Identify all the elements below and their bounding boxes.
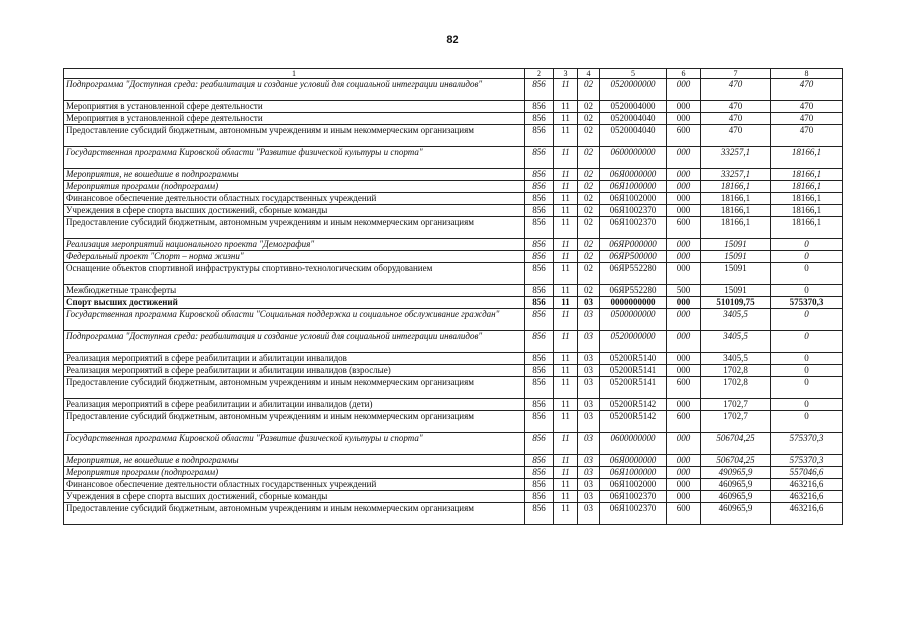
gr-code-cell: 856 xyxy=(525,217,554,239)
expense-type-cell: 000 xyxy=(667,365,701,377)
subsection-code-cell: 02 xyxy=(578,193,600,205)
section-code-cell: 11 xyxy=(554,297,578,309)
gr-code-cell: 856 xyxy=(525,169,554,181)
amount-year2-cell: 575370,3 xyxy=(771,297,843,309)
expense-type-cell: 000 xyxy=(667,147,701,169)
table-row xyxy=(64,455,843,467)
amount-year2-cell: 18166,1 xyxy=(771,181,843,193)
section-code-cell: 11 xyxy=(554,433,578,455)
target-article-cell: 0500000000 xyxy=(600,309,667,331)
subsection-code-cell: 03 xyxy=(578,309,600,331)
target-article-cell: 05200R5141 xyxy=(600,377,667,399)
target-article-cell: 0600000000 xyxy=(600,147,667,169)
gr-code-cell: 856 xyxy=(525,309,554,331)
amount-year1-cell: 460965,9 xyxy=(701,491,771,503)
subsection-code-cell: 02 xyxy=(578,147,600,169)
amount-year2-cell: 0 xyxy=(771,399,843,411)
target-article-cell: 06Я1002370 xyxy=(600,491,667,503)
target-article-cell: 06ЯР552280 xyxy=(600,285,667,297)
subsection-code-cell: 02 xyxy=(578,263,600,285)
target-article-cell: 0600000000 xyxy=(600,433,667,455)
row-name-cell: Федеральный проект "Спорт – норма жизни" xyxy=(64,251,525,263)
gr-code-cell: 856 xyxy=(525,193,554,205)
table-row xyxy=(64,125,843,147)
table-row xyxy=(64,365,843,377)
amount-year1-cell: 15091 xyxy=(701,251,771,263)
expense-type-cell: 000 xyxy=(667,205,701,217)
section-code-cell: 11 xyxy=(554,411,578,433)
expense-type-cell: 000 xyxy=(667,309,701,331)
amount-year2-cell: 0 xyxy=(771,411,843,433)
row-name-cell: Учреждения в сфере спорта высших достижений, сборные команды xyxy=(64,491,525,503)
expense-type-cell: 000 xyxy=(667,331,701,353)
section-code-cell: 11 xyxy=(554,147,578,169)
row-name-cell: Мероприятия в установленной сфере деятельности xyxy=(64,101,525,113)
section-code-cell: 11 xyxy=(554,491,578,503)
row-name-cell: Предоставление субсидий бюджетным, автономным учреждениям и иным некоммерческим организациям xyxy=(64,411,525,433)
table-row xyxy=(64,353,843,365)
amount-year1-cell: 3405,5 xyxy=(701,331,771,353)
table-row xyxy=(64,263,843,285)
row-name-cell: Мероприятия программ (подпрограмм) xyxy=(64,181,525,193)
target-article-cell: 06Я0000000 xyxy=(600,455,667,467)
target-article-cell: 06Я1000000 xyxy=(600,181,667,193)
subsection-code-cell: 02 xyxy=(578,101,600,113)
subsection-code-cell: 03 xyxy=(578,433,600,455)
table-row xyxy=(64,147,843,169)
section-code-cell: 11 xyxy=(554,169,578,181)
row-name-cell: Реализация мероприятий в сфере реабилитации и абилитации инвалидов (дети) xyxy=(64,399,525,411)
section-code-cell: 11 xyxy=(554,239,578,251)
row-name-cell: Межбюджетные трансферты xyxy=(64,285,525,297)
row-name-cell: Мероприятия программ (подпрограмм) xyxy=(64,467,525,479)
amount-year2-cell: 0 xyxy=(771,251,843,263)
row-name-cell: Предоставление субсидий бюджетным, автономным учреждениям и иным некоммерческим организациям xyxy=(64,125,525,147)
target-article-cell: 0520004040 xyxy=(600,125,667,147)
amount-year1-cell: 506704,25 xyxy=(701,455,771,467)
target-article-cell: 05200R5142 xyxy=(600,399,667,411)
page-number: 82 xyxy=(446,34,459,46)
target-article-cell: 06Я1000000 xyxy=(600,467,667,479)
gr-code-cell: 856 xyxy=(525,365,554,377)
header-cell: 1 xyxy=(64,69,525,79)
amount-year1-cell: 470 xyxy=(701,125,771,147)
subsection-code-cell: 02 xyxy=(578,79,600,101)
table-row xyxy=(64,491,843,503)
amount-year2-cell: 0 xyxy=(771,331,843,353)
row-name-cell: Финансовое обеспечение деятельности областных государственных учреждений xyxy=(64,479,525,491)
amount-year2-cell: 470 xyxy=(771,79,843,101)
gr-code-cell: 856 xyxy=(525,467,554,479)
gr-code-cell: 856 xyxy=(525,101,554,113)
row-name-cell: Предоставление субсидий бюджетным, автономным учреждениям и иным некоммерческим организациям xyxy=(64,377,525,399)
subsection-code-cell: 03 xyxy=(578,491,600,503)
section-code-cell: 11 xyxy=(554,365,578,377)
target-article-cell: 0000000000 xyxy=(600,297,667,309)
subsection-code-cell: 02 xyxy=(578,251,600,263)
amount-year1-cell: 490965,9 xyxy=(701,467,771,479)
subsection-code-cell: 02 xyxy=(578,239,600,251)
amount-year1-cell: 18166,1 xyxy=(701,205,771,217)
expense-type-cell: 000 xyxy=(667,491,701,503)
target-article-cell: 0520004000 xyxy=(600,101,667,113)
amount-year2-cell: 557046,6 xyxy=(771,467,843,479)
amount-year1-cell: 33257,1 xyxy=(701,147,771,169)
section-code-cell: 11 xyxy=(554,309,578,331)
amount-year1-cell: 460965,9 xyxy=(701,503,771,525)
gr-code-cell: 856 xyxy=(525,399,554,411)
expense-type-cell: 000 xyxy=(667,193,701,205)
expense-type-cell: 000 xyxy=(667,113,701,125)
gr-code-cell: 856 xyxy=(525,433,554,455)
table-row xyxy=(64,503,843,525)
subsection-code-cell: 03 xyxy=(578,331,600,353)
target-article-cell: 06Я1002370 xyxy=(600,205,667,217)
subsection-code-cell: 03 xyxy=(578,399,600,411)
row-name-cell: Реализация мероприятий в сфере реабилитации и абилитации инвалидов (взрослые) xyxy=(64,365,525,377)
amount-year1-cell: 15091 xyxy=(701,263,771,285)
section-code-cell: 11 xyxy=(554,479,578,491)
amount-year2-cell: 463216,6 xyxy=(771,503,843,525)
section-code-cell: 11 xyxy=(554,285,578,297)
header-cell: 6 xyxy=(667,69,701,79)
amount-year2-cell: 18166,1 xyxy=(771,147,843,169)
table-row xyxy=(64,297,843,309)
gr-code-cell: 856 xyxy=(525,263,554,285)
gr-code-cell: 856 xyxy=(525,377,554,399)
table-body xyxy=(64,69,843,525)
target-article-cell: 05200R5142 xyxy=(600,411,667,433)
subsection-code-cell: 02 xyxy=(578,205,600,217)
table-row xyxy=(64,285,843,297)
expense-type-cell: 000 xyxy=(667,433,701,455)
table-row xyxy=(64,251,843,263)
subsection-code-cell: 03 xyxy=(578,411,600,433)
section-code-cell: 11 xyxy=(554,377,578,399)
amount-year1-cell: 1702,7 xyxy=(701,399,771,411)
target-article-cell: 05200R5140 xyxy=(600,353,667,365)
amount-year2-cell: 0 xyxy=(771,239,843,251)
subsection-code-cell: 02 xyxy=(578,125,600,147)
expense-type-cell: 000 xyxy=(667,169,701,181)
subsection-code-cell: 02 xyxy=(578,285,600,297)
amount-year1-cell: 510109,75 xyxy=(701,297,771,309)
table-row xyxy=(64,479,843,491)
gr-code-cell: 856 xyxy=(525,181,554,193)
header-cell: 4 xyxy=(578,69,600,79)
gr-code-cell: 856 xyxy=(525,239,554,251)
amount-year2-cell: 18166,1 xyxy=(771,193,843,205)
amount-year1-cell: 33257,1 xyxy=(701,169,771,181)
expense-type-cell: 000 xyxy=(667,263,701,285)
amount-year2-cell: 575370,3 xyxy=(771,433,843,455)
expense-type-cell: 600 xyxy=(667,503,701,525)
table-row xyxy=(64,411,843,433)
amount-year1-cell: 3405,5 xyxy=(701,309,771,331)
table-row xyxy=(64,169,843,181)
amount-year2-cell: 0 xyxy=(771,263,843,285)
subsection-code-cell: 02 xyxy=(578,217,600,239)
table-row xyxy=(64,181,843,193)
amount-year1-cell: 506704,25 xyxy=(701,433,771,455)
amount-year1-cell: 18166,1 xyxy=(701,193,771,205)
row-name-cell: Предоставление субсидий бюджетным, автономным учреждениям и иным некоммерческим организациям xyxy=(64,217,525,239)
amount-year2-cell: 18166,1 xyxy=(771,217,843,239)
target-article-cell: 06Я1002370 xyxy=(600,217,667,239)
expense-type-cell: 600 xyxy=(667,125,701,147)
amount-year1-cell: 460965,9 xyxy=(701,479,771,491)
row-name-cell: Государственная программа Кировской области "Развитие физической культуры и спорта" xyxy=(64,147,525,169)
header-cell: 3 xyxy=(554,69,578,79)
target-article-cell: 06ЯР000000 xyxy=(600,239,667,251)
table-row xyxy=(64,467,843,479)
gr-code-cell: 856 xyxy=(525,79,554,101)
target-article-cell: 06Я1002370 xyxy=(600,503,667,525)
budget-table xyxy=(63,68,843,525)
table-row xyxy=(64,433,843,455)
expense-type-cell: 000 xyxy=(667,297,701,309)
target-article-cell: 0520004040 xyxy=(600,113,667,125)
gr-code-cell: 856 xyxy=(525,205,554,217)
section-code-cell: 11 xyxy=(554,79,578,101)
amount-year2-cell: 470 xyxy=(771,125,843,147)
expense-type-cell: 000 xyxy=(667,479,701,491)
gr-code-cell: 856 xyxy=(525,297,554,309)
table-row xyxy=(64,331,843,353)
target-article-cell: 06Я1002000 xyxy=(600,479,667,491)
amount-year1-cell: 18166,1 xyxy=(701,217,771,239)
row-name-cell: Реализация мероприятий в сфере реабилитации и абилитации инвалидов xyxy=(64,353,525,365)
row-name-cell: Мероприятия в установленной сфере деятельности xyxy=(64,113,525,125)
target-article-cell: 06ЯР500000 xyxy=(600,251,667,263)
gr-code-cell: 856 xyxy=(525,285,554,297)
header-cell: 7 xyxy=(701,69,771,79)
section-code-cell: 11 xyxy=(554,399,578,411)
amount-year2-cell: 463216,6 xyxy=(771,479,843,491)
expense-type-cell: 000 xyxy=(667,251,701,263)
expense-type-cell: 000 xyxy=(667,239,701,251)
subsection-code-cell: 03 xyxy=(578,377,600,399)
amount-year1-cell: 18166,1 xyxy=(701,181,771,193)
target-article-cell: 0520000000 xyxy=(600,331,667,353)
expense-type-cell: 000 xyxy=(667,455,701,467)
expense-type-cell: 600 xyxy=(667,217,701,239)
amount-year2-cell: 575370,3 xyxy=(771,455,843,467)
gr-code-cell: 856 xyxy=(525,503,554,525)
section-code-cell: 11 xyxy=(554,181,578,193)
subsection-code-cell: 02 xyxy=(578,169,600,181)
amount-year2-cell: 470 xyxy=(771,113,843,125)
header-cell: 5 xyxy=(600,69,667,79)
subsection-code-cell: 02 xyxy=(578,181,600,193)
section-code-cell: 11 xyxy=(554,217,578,239)
table-row xyxy=(64,113,843,125)
amount-year1-cell: 470 xyxy=(701,113,771,125)
amount-year1-cell: 15091 xyxy=(701,239,771,251)
amount-year2-cell: 0 xyxy=(771,353,843,365)
gr-code-cell: 856 xyxy=(525,147,554,169)
header-cell: 2 xyxy=(525,69,554,79)
subsection-code-cell: 02 xyxy=(578,113,600,125)
row-name-cell: Подпрограмма "Доступная среда: реабилитация и создание условий для социальной интеграции инвалидов" xyxy=(64,331,525,353)
expense-type-cell: 000 xyxy=(667,79,701,101)
gr-code-cell: 856 xyxy=(525,125,554,147)
section-code-cell: 11 xyxy=(554,251,578,263)
amount-year1-cell: 1702,8 xyxy=(701,377,771,399)
table-row xyxy=(64,399,843,411)
header-row xyxy=(64,69,843,79)
section-code-cell: 11 xyxy=(554,263,578,285)
expense-type-cell: 600 xyxy=(667,411,701,433)
target-article-cell: 05200R5141 xyxy=(600,365,667,377)
amount-year2-cell: 470 xyxy=(771,101,843,113)
section-code-cell: 11 xyxy=(554,353,578,365)
gr-code-cell: 856 xyxy=(525,491,554,503)
amount-year2-cell: 0 xyxy=(771,365,843,377)
section-code-cell: 11 xyxy=(554,101,578,113)
target-article-cell: 06ЯР552280 xyxy=(600,263,667,285)
section-code-cell: 11 xyxy=(554,503,578,525)
target-article-cell: 0520000000 xyxy=(600,79,667,101)
table-row xyxy=(64,205,843,217)
row-name-cell: Государственная программа Кировской области "Развитие физической культуры и спорта" xyxy=(64,433,525,455)
row-name-cell: Предоставление субсидий бюджетным, автономным учреждениям и иным некоммерческим организациям xyxy=(64,503,525,525)
subsection-code-cell: 03 xyxy=(578,479,600,491)
expense-type-cell: 000 xyxy=(667,101,701,113)
gr-code-cell: 856 xyxy=(525,251,554,263)
amount-year2-cell: 18166,1 xyxy=(771,205,843,217)
amount-year1-cell: 1702,7 xyxy=(701,411,771,433)
gr-code-cell: 856 xyxy=(525,331,554,353)
table-row xyxy=(64,309,843,331)
amount-year1-cell: 470 xyxy=(701,101,771,113)
section-code-cell: 11 xyxy=(554,205,578,217)
table-row xyxy=(64,79,843,101)
amount-year2-cell: 0 xyxy=(771,285,843,297)
row-name-cell: Финансовое обеспечение деятельности областных государственных учреждений xyxy=(64,193,525,205)
expense-type-cell: 000 xyxy=(667,399,701,411)
target-article-cell: 06Я1002000 xyxy=(600,193,667,205)
section-code-cell: 11 xyxy=(554,193,578,205)
table-row xyxy=(64,101,843,113)
subsection-code-cell: 03 xyxy=(578,297,600,309)
row-name-cell: Учреждения в сфере спорта высших достижений, сборные команды xyxy=(64,205,525,217)
expense-type-cell: 500 xyxy=(667,285,701,297)
subsection-code-cell: 03 xyxy=(578,365,600,377)
section-code-cell: 11 xyxy=(554,331,578,353)
expense-type-cell: 000 xyxy=(667,353,701,365)
expense-type-cell: 000 xyxy=(667,181,701,193)
expense-type-cell: 000 xyxy=(667,467,701,479)
row-name-cell: Реализация мероприятий национального проекта "Демография" xyxy=(64,239,525,251)
gr-code-cell: 856 xyxy=(525,455,554,467)
target-article-cell: 06Я0000000 xyxy=(600,169,667,181)
row-name-cell: Мероприятия, не вошедшие в подпрограммы xyxy=(64,455,525,467)
row-name-cell: Государственная программа Кировской области "Социальная поддержка и социальное обслуживание граждан" xyxy=(64,309,525,331)
section-code-cell: 11 xyxy=(554,455,578,467)
amount-year2-cell: 18166,1 xyxy=(771,169,843,181)
subsection-code-cell: 03 xyxy=(578,455,600,467)
section-code-cell: 11 xyxy=(554,125,578,147)
subsection-code-cell: 03 xyxy=(578,353,600,365)
gr-code-cell: 856 xyxy=(525,479,554,491)
amount-year2-cell: 0 xyxy=(771,309,843,331)
amount-year1-cell: 470 xyxy=(701,79,771,101)
table-row xyxy=(64,217,843,239)
section-code-cell: 11 xyxy=(554,113,578,125)
table-row xyxy=(64,239,843,251)
amount-year1-cell: 15091 xyxy=(701,285,771,297)
expense-type-cell: 600 xyxy=(667,377,701,399)
table-row xyxy=(64,193,843,205)
amount-year1-cell: 1702,8 xyxy=(701,365,771,377)
subsection-code-cell: 03 xyxy=(578,503,600,525)
gr-code-cell: 856 xyxy=(525,411,554,433)
table-row xyxy=(64,377,843,399)
amount-year2-cell: 463216,6 xyxy=(771,491,843,503)
amount-year1-cell: 3405,5 xyxy=(701,353,771,365)
row-name-cell: Оснащение объектов спортивной инфраструктуры спортивно-технологическим оборудованием xyxy=(64,263,525,285)
row-name-cell: Подпрограмма "Доступная среда: реабилитация и создание условий для социальной интеграции инвалидов" xyxy=(64,79,525,101)
row-name-cell: Спорт высших достижений xyxy=(64,297,525,309)
row-name-cell: Мероприятия, не вошедшие в подпрограммы xyxy=(64,169,525,181)
gr-code-cell: 856 xyxy=(525,113,554,125)
amount-year2-cell: 0 xyxy=(771,377,843,399)
subsection-code-cell: 03 xyxy=(578,467,600,479)
gr-code-cell: 856 xyxy=(525,353,554,365)
header-cell: 8 xyxy=(771,69,843,79)
section-code-cell: 11 xyxy=(554,467,578,479)
